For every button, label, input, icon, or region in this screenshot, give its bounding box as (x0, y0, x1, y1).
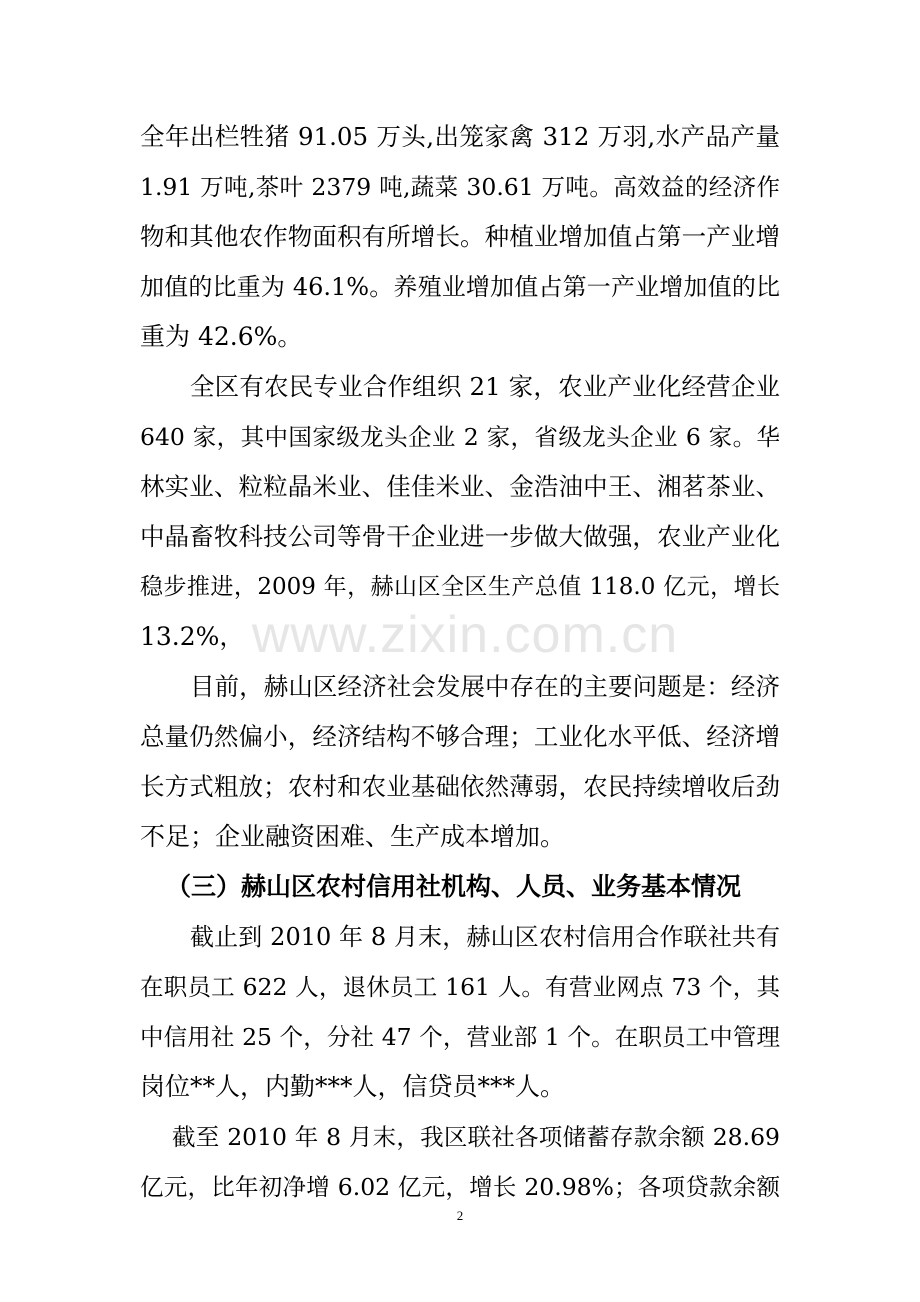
text-line: 不足；企业融资困难、生产成本增加。 (140, 822, 566, 851)
text-line: 1.91 万吨,茶叶 2379 吨,蔬菜 30.61 万吨。高效益的经济作 (140, 173, 780, 201)
text-line: 截至 2010 年 8 月末，我区联社各项储蓄存款余额 28.69 (172, 1123, 780, 1151)
text-line: 在职员工 622 人，退休员工 161 人。有营业网点 73 个，其 (140, 973, 780, 1001)
watermark: www.zixin.com.cn (251, 606, 679, 664)
text-line: 截止到 2010 年 8 月末，赫山区农村信用合作联社共有 (190, 923, 780, 951)
text-line: 总量仍然偏小，经济结构不够合理；工业化水平低、经济增 (140, 722, 780, 751)
paragraph-3 (140, 662, 780, 862)
text-line: 640 家，其中国家级龙头企业 2 家，省级龙头企业 6 家。华 (140, 423, 780, 451)
text-line: 林实业、粒粒晶米业、佳佳米业、金浩油中王、湘茗茶业、 (140, 472, 780, 501)
paragraph-2 (140, 362, 780, 662)
text-line: 13.2%， (140, 622, 245, 651)
text-line: 稳步推进，2009 年，赫山区全区生产总值 118.0 亿元，增长 (140, 574, 780, 600)
paragraph-5 (140, 1112, 780, 1212)
text-line: 全区有农民专业合作组织 21 家，农业产业化经营企业 (190, 372, 780, 401)
text-line: 岗位**人，内勤***人，信贷员***人。 (140, 1072, 566, 1101)
text-line: 中晶畜牧科技公司等骨干企业进一步做大做强，农业产业化 (140, 522, 780, 551)
text-line: 亿元，比年初净增 6.02 亿元，增长 20.98%；各项贷款余额 (140, 1173, 780, 1201)
text-line: 物和其他农作物面积有所增长。种植业增加值占第一产业增 (140, 222, 780, 251)
text-line: 加值的比重为 46.1%。养殖业增加值占第一产业增加值的比 (140, 273, 780, 301)
paragraph-1 (140, 112, 780, 362)
page-number: 2 (456, 1208, 464, 1223)
text-line: 目前，赫山区经济社会发展中存在的主要问题是：经济 (190, 672, 780, 701)
text-line: 中信用社 25 个，分社 47 个，营业部 1 个。在职员工中管理 (140, 1023, 780, 1051)
text-line: 重为 42.6%。 (140, 322, 303, 351)
text-line: 全年出栏牲猪 91.05 万头,出笼家禽 312 万羽,水产品产量 (140, 122, 780, 151)
paragraph-4 (140, 912, 780, 1112)
section-heading: （三）赫山区农村信用社机构、人员、业务基本情况 (166, 872, 742, 901)
document-body (140, 112, 780, 1212)
text-line: 长方式粗放；农村和农业基础依然薄弱，农民持续增收后劲 (140, 772, 780, 801)
